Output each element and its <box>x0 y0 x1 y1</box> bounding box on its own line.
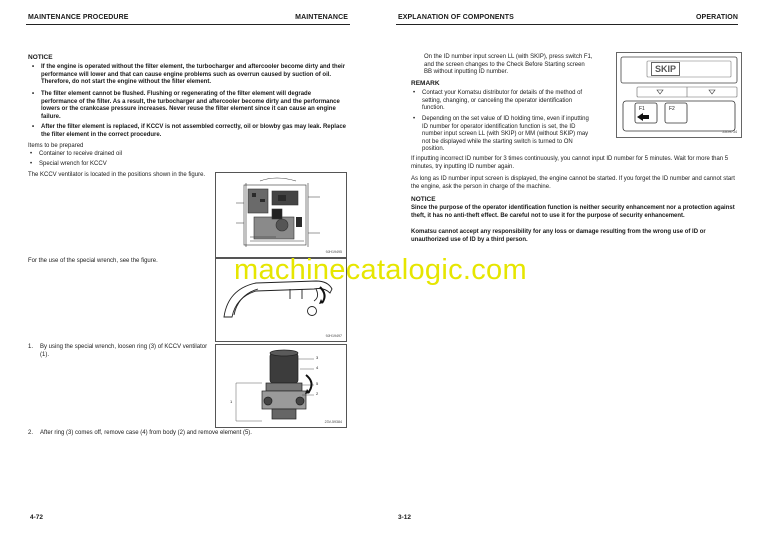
figure-code: 23V-59384 <box>324 420 342 424</box>
skip-key: SKIP <box>651 62 680 76</box>
watermark: machinecatalogic.com <box>234 254 527 286</box>
figure-label: 4 <box>316 365 319 370</box>
figure-label: 3 <box>316 355 319 360</box>
special-wrench-text: For the use of the special wrench, see the figure. <box>28 258 158 264</box>
notice-item: • The filter element cannot be flushed. Flushing or regenerating of the filter element will degrade performance of the filter. As a result, the turbocharger and aftercooler become dirty and the performance lowers or the crankcase pressure increases. Never reuse the filter element since it can cause an engine failure. <box>32 91 346 121</box>
remark-title: REMARK <box>411 80 440 87</box>
notice-item-text: After the filter element is replaced, if KCCV is not assembled correctly, oil or blowby gas may leak. Replace the filter element in the correct procedure. <box>41 124 346 138</box>
f1-key-label: F1 <box>639 106 645 112</box>
incorrect-id-text: If inputting incorrect ID number for 3 times continuously, you cannot input ID number for 5 minutes. Wait for more than 5 minutes, try inputting ID number again. <box>411 156 729 170</box>
step-2-text: After ring (3) comes off, remove case (4) from body (2) and remove element (5). <box>40 430 252 436</box>
prepare-item: • Container to receive drained oil <box>30 151 230 159</box>
figure-label: 5 <box>316 381 319 386</box>
left-header-chapter: MAINTENANCE <box>295 14 348 21</box>
left-header-section: MAINTENANCE PROCEDURE <box>28 14 129 21</box>
kccv-ventilator-illustration <box>216 345 346 427</box>
remark-item: • Depending on the set value of ID holding time, even if inputting ID number for operator identification function is set, the ID number input screen LL (with SKIP) or MM (without SKIP) may not be displayed while the starting switch is turned to ON position. <box>413 116 593 154</box>
figure-label: 2 <box>316 391 319 396</box>
page-number: 4-72 <box>30 514 44 521</box>
items-title: Items to be prepared <box>28 143 84 149</box>
step-1-text: By using the special wrench, loosen ring (3) of KCCV ventilator (1). <box>40 344 208 358</box>
engine-illustration <box>216 173 346 257</box>
engine-figure <box>215 172 347 258</box>
figure-code: 9JH19495 <box>325 250 342 254</box>
remark-item-text: Contact your Komatsu distributor for details of the method of setting, changing, or canceling the operator identification function. <box>422 90 583 112</box>
id-screen-text: On the ID number input screen LL (with SKIP), press switch F1, and the screen changes to the Check Before Starting screen BB without inputting ID number. <box>424 54 593 76</box>
as-long-as-text: As long as ID number input screen is displayed, the engine cannot be started. If you forget the ID number and cannot start the engine, ask the person in charge of the machine. <box>411 176 735 190</box>
remark-item-text: Depending on the set value of ID holding time, even if inputting ID number for operator identification function is set, the ID number input screen LL (with SKIP) or MM (without SKIP) may not be displayed while the starting switch is turned to ON position. <box>422 116 589 153</box>
figure-code: 22D9734 <box>722 130 737 134</box>
id-input-panel-figure <box>616 52 742 138</box>
notice-item-text: If the engine is operated without the filter element, the turbocharger and aftercooler become dirty and their performance will lower and that can cause engine problems such as overrun caused by suction of oil. Therefore, do not start the engine without the filter element. <box>41 64 346 86</box>
notice-item-text: The filter element cannot be flushed. Flushing or regenerating of the filter element will degrade performance of the filter. As a result, the turbocharger and aftercooler become dirty and the performance lowers or the crankcase pressure increases. Never reuse the filter element since it can cause an engine failure. <box>41 91 340 120</box>
f2-key-label: F2 <box>669 106 675 112</box>
left-header-rule <box>26 24 350 25</box>
kccv-ventilator-figure <box>215 344 347 428</box>
step-2-number: 2. <box>28 430 34 436</box>
left-notice-title: NOTICE <box>28 54 53 61</box>
figure-code: 9JH19497 <box>325 334 342 338</box>
prepare-item: • Special wrench for KCCV <box>30 161 230 169</box>
right-notice-title: NOTICE <box>411 196 436 203</box>
right-header-section: EXPLANATION OF COMPONENTS <box>398 14 514 21</box>
right-header-rule <box>396 24 738 25</box>
prepare-item-text: Special wrench for KCCV <box>39 161 107 167</box>
right-notice-text-2: Komatsu cannot accept any responsibility for any loss or damage resulting from the wrong use of ID or unauthorized use of ID by a third person. <box>411 229 706 243</box>
right-header-chapter: OPERATION <box>696 14 738 21</box>
prepare-item-text: Container to receive drained oil <box>39 151 123 157</box>
kccv-location-text: The KCCV ventilator is located in the positions shown in the figure. <box>28 172 206 178</box>
figure-label: 1 <box>230 399 233 404</box>
remark-item: • Contact your Komatsu distributor for details of the method of setting, changing, or canceling the operator identification function. <box>413 90 593 113</box>
notice-item: • After the filter element is replaced, if KCCV is not assembled correctly, oil or blowby gas may leak. Replace the filter element in the correct procedure. <box>32 124 346 138</box>
notice-item: • If the engine is operated without the filter element, the turbocharger and aftercooler become dirty and their performance will lower and that can cause engine problems such as overrun caused by suction of oil. Therefore, do not start the engine without the filter element. <box>32 64 346 86</box>
page-number: 3-12 <box>398 514 412 521</box>
right-notice-text: Since the purpose of the operator identification function is neither security enhancement nor a protection against theft, it has no anti-theft effect. Be careful not to use it for the purpose of security enhancement. <box>411 205 735 219</box>
step-1-number: 1. <box>28 344 34 350</box>
